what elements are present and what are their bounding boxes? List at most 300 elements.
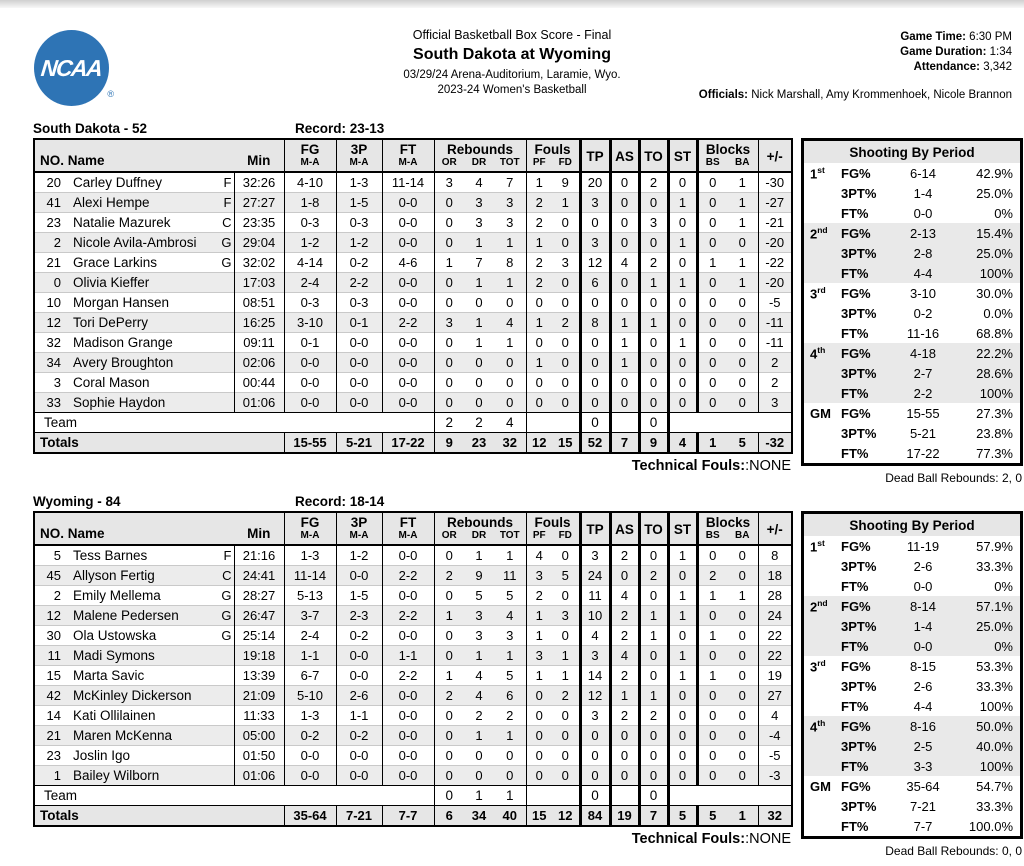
made-attempted: 3-10 [909, 285, 937, 301]
cell-or: 0 [434, 373, 464, 393]
cell-tot: 0 [506, 375, 514, 390]
cell-p3: 2-6 [336, 686, 382, 706]
cell-fd: 12 [558, 808, 573, 823]
cell-st: 1 [668, 233, 697, 253]
shooting-row [804, 343, 1020, 363]
shooting-row [804, 323, 1020, 343]
stat-label: FG% [841, 778, 871, 794]
cell-pf: 0 [526, 393, 552, 413]
shooting-row [804, 263, 1020, 283]
cell-to: 0 [639, 766, 668, 786]
cell-as-empty [610, 786, 639, 806]
cell-fouls-empty [526, 413, 580, 433]
shooting-row [804, 183, 1020, 203]
cell-bs: 0 [697, 293, 727, 313]
cell-fd: 0 [561, 295, 569, 310]
shooting-row [804, 283, 1020, 303]
cell-bs: 0 [697, 353, 727, 373]
shooting-row [804, 656, 1020, 676]
cell-fd: 0 [561, 628, 569, 643]
stat-label: 3PT% [841, 365, 877, 381]
team-title: South Dakota - 52 [33, 121, 148, 136]
period-label: 2nd [810, 597, 828, 615]
cell-or: 2 [434, 413, 464, 433]
player-row [34, 293, 792, 313]
cell-bs: 2 [697, 566, 727, 586]
cell-ft: 0-0 [382, 586, 434, 606]
cell-ba: 0 [738, 568, 746, 583]
cell-p3: 0-3 [336, 213, 382, 233]
cell-pos: C [222, 568, 232, 583]
percentage: 40.0% [976, 738, 1013, 754]
cell-as: 4 [610, 586, 639, 606]
stat-label: 3PT% [841, 305, 877, 321]
cell-ft: 0-0 [382, 686, 434, 706]
cell-fg: 0-0 [284, 393, 336, 413]
cell-pf: 0 [526, 686, 552, 706]
cell-min: 21:16 [234, 545, 284, 566]
cell-p3: 0-1 [336, 313, 382, 333]
cell-fd: 0 [561, 768, 569, 783]
cell-p3: 7-21 [336, 806, 382, 827]
cell-pf: 15 [526, 806, 552, 827]
table-header [34, 512, 792, 545]
cell-tp: 20 [580, 172, 610, 193]
cell-ba: 1 [738, 808, 746, 823]
cell-bs: 0 [697, 726, 727, 746]
cell-min: 29:04 [234, 233, 284, 253]
cell-tp: 4 [580, 626, 610, 646]
made-attempted: 8-16 [909, 718, 937, 734]
cell-ft: 0-0 [382, 726, 434, 746]
period-group [804, 283, 1020, 343]
cell-tp: 24 [580, 566, 610, 586]
cell-fd: 0 [561, 215, 569, 230]
cell-pos [218, 686, 234, 706]
period-group [804, 656, 1020, 716]
cell-name: Tess Barnes [73, 548, 148, 563]
cell-fg: 2-4 [284, 626, 336, 646]
cell-tot: 40 [502, 808, 517, 823]
cell-tot: 0 [506, 395, 514, 410]
cell-tot: 1 [505, 788, 514, 803]
cell-dr: 1 [475, 335, 483, 350]
cell-bs: 0 [697, 766, 727, 786]
col-plusminus: +/- [758, 139, 792, 172]
cell-ft: 0-0 [382, 373, 434, 393]
col-fg: FG [284, 512, 336, 530]
made-attempted: 7-21 [909, 798, 937, 814]
cell-pos [218, 746, 234, 766]
cell-bs: 1 [697, 666, 727, 686]
col-fg-ma: M-A [284, 530, 336, 545]
header-center [282, 8, 742, 96]
col-to: TO [639, 139, 668, 172]
shooting-row [804, 696, 1020, 716]
cell-no: 12 [46, 315, 61, 330]
cell-p3: 0-0 [336, 666, 382, 686]
cell-p3: 0-0 [336, 746, 382, 766]
cell-p3: 0-0 [336, 646, 382, 666]
cell-st: 0 [668, 373, 697, 393]
cell-fd: 0 [561, 335, 569, 350]
technical-fouls-label: Technical Fouls: [631, 458, 746, 474]
cell-dr: 0 [475, 375, 483, 390]
cell-to: 0 [639, 666, 668, 686]
stat-label: FG% [841, 405, 871, 421]
cell-no: 23 [46, 748, 61, 763]
cell-min: 17:03 [234, 273, 284, 293]
cell-or: 0 [434, 233, 464, 253]
period-group [804, 776, 1020, 836]
cell-fd: 0 [561, 748, 569, 763]
cell-as: 2 [610, 666, 639, 686]
cell-tp: 8 [580, 313, 610, 333]
cell-fg: 1-2 [284, 233, 336, 253]
stat-label: FG% [841, 598, 871, 614]
cell-as: 0 [610, 193, 639, 213]
cell-ba: 0 [738, 688, 746, 703]
cell-p3: 2-3 [336, 606, 382, 626]
cell-p3: 1-2 [336, 545, 382, 566]
made-attempted: 11-19 [906, 538, 940, 554]
player-row [34, 646, 792, 666]
cell-fg: 15-55 [284, 433, 336, 454]
stat-label: 3PT% [841, 738, 877, 754]
cell-bs: 5 [697, 806, 727, 827]
cell-pf: 1 [526, 626, 552, 646]
cell-dr: 0 [475, 768, 483, 783]
col-fouls: Fouls [526, 139, 580, 157]
stat-label: 3PT% [841, 425, 877, 441]
cell-or: 0 [434, 746, 464, 766]
shooting-panel-title: Shooting By Period [804, 141, 1020, 163]
cell-min: 01:50 [234, 746, 284, 766]
shooting-row [804, 383, 1020, 403]
cell-dr: 4 [475, 668, 483, 683]
cell-pf: 0 [526, 293, 552, 313]
cell-as: 2 [610, 706, 639, 726]
cell-as: 0 [610, 373, 639, 393]
shooting-by-period-panel [801, 138, 1023, 466]
cell-fg: 1-1 [284, 646, 336, 666]
cell-fd: 3 [561, 608, 569, 623]
cell-fd: 0 [561, 728, 569, 743]
cell-p3: 0-0 [336, 373, 382, 393]
col-no-name: NO. Name [40, 526, 105, 541]
cell-pm: -22 [758, 253, 792, 273]
player-row [34, 686, 792, 706]
cell-tot: 3 [506, 195, 514, 210]
cell-fd: 0 [561, 275, 569, 290]
percentage: 54.7% [976, 778, 1013, 794]
cell-to: 0 [639, 646, 668, 666]
cell-p3: 0-3 [336, 293, 382, 313]
cell-no: 21 [46, 728, 61, 743]
cell-pm: -11 [758, 333, 792, 353]
cell-pm: -21 [758, 213, 792, 233]
cell-dr: 9 [475, 568, 483, 583]
player-row [34, 626, 792, 646]
cell-ft: 0-0 [382, 746, 434, 766]
cell-pm: 22 [758, 646, 792, 666]
col-bs: BS [697, 530, 727, 545]
technical-fouls-label: Technical Fouls: [631, 831, 746, 847]
cell-p3: 0-2 [336, 253, 382, 273]
cell-tp: 0 [580, 213, 610, 233]
col-dr: DR [471, 157, 487, 168]
col-blocks: Blocks [697, 512, 758, 530]
cell-pm: 24 [758, 606, 792, 626]
cell-to: 0 [639, 373, 668, 393]
stat-label: 3PT% [841, 185, 877, 201]
cell-dr: 1 [475, 235, 483, 250]
cell-dr: 3 [475, 608, 483, 623]
shooting-row [804, 636, 1020, 656]
cell-bs: 0 [697, 646, 727, 666]
cell-pos [218, 313, 234, 333]
col-min: Min [247, 526, 271, 541]
cell-min: 09:11 [234, 333, 284, 353]
cell-fg: 35-64 [284, 806, 336, 827]
percentage: 25.0% [976, 185, 1013, 201]
cell-fg: 0-0 [284, 353, 336, 373]
made-attempted: 2-8 [913, 245, 933, 261]
cell-no: 15 [46, 668, 61, 683]
team-section-away [0, 118, 1024, 485]
made-attempted: 6-14 [909, 165, 937, 181]
stat-label: FG% [841, 225, 871, 241]
cell-tp: 10 [580, 606, 610, 626]
stat-label: FT% [841, 385, 869, 401]
percentage: 100.0% [968, 818, 1013, 834]
cell-no: 10 [46, 295, 61, 310]
col-3p: 3P [336, 139, 382, 157]
cell-tot: 4 [505, 415, 514, 430]
cell-pos: C [222, 215, 232, 230]
cell-p3: 0-2 [336, 726, 382, 746]
cell-st: 0 [668, 726, 697, 746]
cell-tp: 0 [580, 373, 610, 393]
player-row [34, 766, 792, 786]
shooting-row [804, 716, 1020, 736]
cell-or: 0 [434, 706, 464, 726]
stat-label: FT% [841, 325, 869, 341]
cell-pf: 0 [526, 373, 552, 393]
cell-to: 1 [639, 606, 668, 626]
cell-ft: 0-0 [382, 626, 434, 646]
stat-label: FT% [841, 758, 869, 774]
cell-ba: 0 [738, 335, 746, 350]
cell-name: Kati Ollilainen [73, 708, 156, 723]
col-ft: FT [382, 139, 434, 157]
cell-name: Nicole Avila-Ambrosi [73, 235, 197, 250]
period-label: 1st [810, 537, 825, 555]
cell-as: 0 [610, 766, 639, 786]
stat-label: FT% [841, 265, 869, 281]
cell-min: 24:41 [234, 566, 284, 586]
team-record: Record: 18-14 [295, 494, 385, 509]
cell-pf: 3 [526, 646, 552, 666]
dead-ball-rebounds: Dead Ball Rebounds: 2, 0 [885, 471, 1022, 485]
made-attempted: 35-64 [906, 778, 940, 794]
cell-ft: 0-0 [382, 293, 434, 313]
cell-dr: 1 [475, 548, 483, 563]
cell-fd: 1 [561, 195, 569, 210]
cell-tot: 1 [506, 728, 514, 743]
cell-fd: 9 [561, 175, 569, 190]
cell-to: 2 [639, 566, 668, 586]
cell-fd: 1 [561, 668, 569, 683]
percentage: 33.3% [976, 558, 1013, 574]
cell-name: Allyson Fertig [73, 568, 155, 583]
percentage: 100% [979, 758, 1013, 774]
made-attempted: 0-0 [913, 205, 933, 221]
cell-no: 0 [53, 275, 61, 290]
cell-no: 3 [53, 375, 61, 390]
cell-ba: 0 [738, 628, 746, 643]
made-attempted: 2-5 [913, 738, 933, 754]
shooting-row [804, 223, 1020, 243]
percentage: 100% [979, 385, 1013, 401]
cell-pos: G [221, 235, 232, 250]
cell-ba: 5 [738, 435, 746, 450]
cell-pos: F [223, 548, 232, 563]
cell-st: 1 [668, 273, 697, 293]
cell-pf: 1 [526, 353, 552, 373]
col-3p-ma: M-A [336, 157, 382, 172]
cell-as: 0 [610, 746, 639, 766]
cell-fouls-empty [526, 786, 580, 806]
percentage: 33.3% [976, 798, 1013, 814]
cell-tot: 1 [506, 275, 514, 290]
period-group [804, 343, 1020, 403]
cell-or: 0 [434, 766, 464, 786]
home-table-column [33, 491, 791, 858]
cell-ft: 4-6 [382, 253, 434, 273]
cell-pm: 2 [758, 373, 792, 393]
cell-ft: 0-0 [382, 766, 434, 786]
period-label: 1st [810, 164, 825, 182]
document-header [0, 8, 1024, 112]
percentage: 27.3% [976, 405, 1013, 421]
totals-row [34, 806, 792, 827]
made-attempted: 17-22 [906, 445, 940, 461]
attendance-label: Attendance: [913, 61, 981, 73]
totals-row [34, 433, 792, 454]
cell-as: 2 [610, 606, 639, 626]
cell-st: 0 [668, 766, 697, 786]
cell-tot: 5 [506, 588, 514, 603]
cell-to: 2 [639, 706, 668, 726]
report-type: Official Basketball Box Score - Final [412, 28, 612, 42]
col-pf: PF [526, 157, 552, 172]
cell-tot: 0 [506, 355, 514, 370]
cell-or: 0 [434, 545, 464, 566]
cell-to: 1 [639, 273, 668, 293]
stat-label: FT% [841, 445, 869, 461]
cell-min: 27:27 [234, 193, 284, 213]
cell-tp: 12 [580, 686, 610, 706]
col-pf: PF [526, 530, 552, 545]
cell-min: 32:26 [234, 172, 284, 193]
cell-bs: 0 [697, 333, 727, 353]
col-rebounds: Rebounds [434, 139, 526, 157]
cell-as: 0 [610, 273, 639, 293]
stat-label: 3PT% [841, 618, 877, 634]
col-fd: FD [558, 157, 572, 168]
cell-fd: 0 [561, 395, 569, 410]
cell-dr: 34 [471, 808, 487, 823]
table-header [34, 139, 792, 172]
period-label: 4th [810, 717, 826, 735]
cell-ft: 0-0 [382, 233, 434, 253]
shooting-row [804, 676, 1020, 696]
cell-or: 0 [434, 193, 464, 213]
cell-pos: G [221, 608, 232, 623]
totals-label: Totals [40, 435, 79, 450]
cell-fg: 3-7 [284, 606, 336, 626]
cell-tot: 1 [506, 548, 514, 563]
col-st: ST [668, 139, 697, 172]
cell-ba: 1 [738, 275, 746, 290]
cell-ba: 0 [738, 315, 746, 330]
cell-or: 0 [434, 726, 464, 746]
stat-label: FT% [841, 578, 869, 594]
cell-dr: 4 [475, 688, 483, 703]
cell-ft: 0-0 [382, 353, 434, 373]
cell-fg: 2-4 [284, 273, 336, 293]
cell-ba: 0 [738, 708, 746, 723]
cell-bs: 0 [697, 373, 727, 393]
cell-or: 0 [434, 293, 464, 313]
cell-as: 0 [610, 293, 639, 313]
cell-bs: 0 [697, 393, 727, 413]
made-attempted: 5-21 [909, 425, 937, 441]
cell-ba: 0 [738, 728, 746, 743]
cell-pf: 1 [526, 666, 552, 686]
col-ft: FT [382, 512, 434, 530]
cell-no: 33 [46, 395, 61, 410]
cell-to: 0 [639, 393, 668, 413]
percentage: 57.1% [976, 598, 1013, 614]
col-ft-ma: M-A [382, 530, 434, 545]
cell-no: 2 [53, 235, 61, 250]
cell-pos [218, 393, 234, 413]
cell-pm: 3 [758, 393, 792, 413]
cell-fg: 0-0 [284, 373, 336, 393]
player-row [34, 253, 792, 273]
cell-st: 1 [668, 606, 697, 626]
percentage: 23.8% [976, 425, 1013, 441]
col-or: OR [434, 157, 464, 172]
col-ba: BA [735, 157, 750, 168]
col-st: ST [668, 512, 697, 545]
cell-p3: 0-0 [336, 766, 382, 786]
cell-dr: 1 [475, 648, 483, 663]
cell-p3: 1-3 [336, 172, 382, 193]
cell-or: 1 [434, 606, 464, 626]
cell-trailing-empty [668, 786, 792, 806]
team-record: Record: 23-13 [295, 121, 385, 136]
shooting-by-period-panel [801, 511, 1023, 839]
cell-no: 12 [46, 608, 61, 623]
cell-bs: 0 [697, 213, 727, 233]
cell-as: 2 [610, 626, 639, 646]
cell-pm: -32 [758, 433, 792, 454]
cell-as: 0 [610, 172, 639, 193]
cell-bs: 1 [697, 586, 727, 606]
